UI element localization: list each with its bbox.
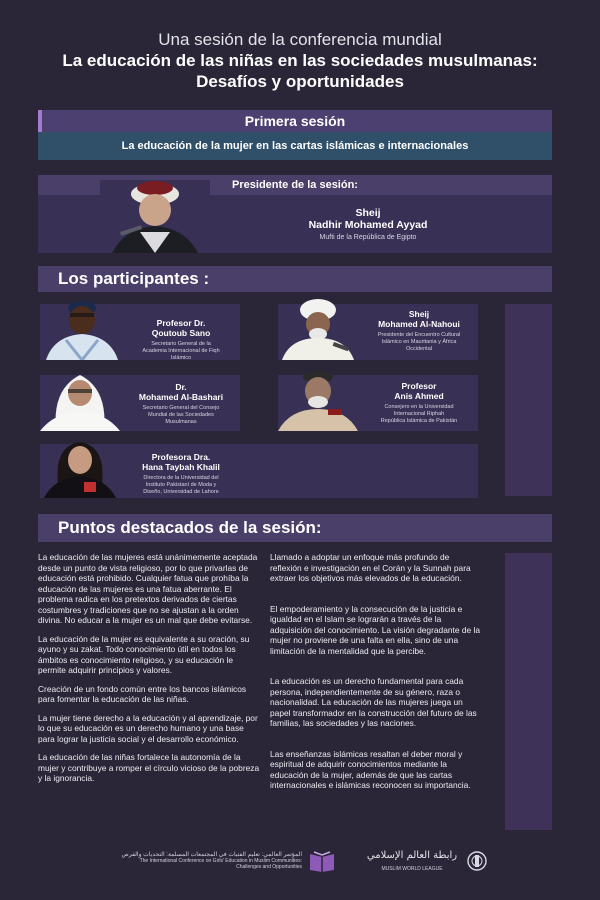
president-fullname: Nadhir Mohamed Ayyad bbox=[308, 219, 428, 231]
conference-name-ar: المؤتمر العالمي: تعليم الفتيات في المجتمعات المسلمة: التحديات والفرص bbox=[121, 852, 302, 858]
participant-info bbox=[360, 381, 478, 425]
participant-photo bbox=[38, 369, 122, 431]
president-portrait-icon bbox=[100, 180, 210, 253]
mwl-logo bbox=[362, 846, 492, 876]
session-title bbox=[38, 110, 552, 132]
highlight-paragraph: La educación es un derecho fundamental para cada persona, independientemente de su género, raza o nacionalidad. La educación de las mujeres juega un papel transformador en la construcción del futuro de las familias, las sociedades y las naciones. bbox=[270, 676, 477, 728]
mwl-name-ar: رابطة العالم الإسلامي bbox=[366, 850, 458, 861]
accent-strip bbox=[38, 110, 42, 132]
president-title: Sheij bbox=[355, 207, 381, 219]
participant-title: Profesora Dra. bbox=[151, 452, 211, 462]
role-line: Islámico bbox=[170, 355, 192, 361]
participant-photo bbox=[38, 436, 122, 498]
participant-portrait-icon bbox=[40, 298, 122, 360]
emblem-icon bbox=[466, 850, 488, 872]
conference-subtitle: Una sesión de la conferencia mundial bbox=[158, 30, 442, 49]
participant-name: Anis Ahmed bbox=[394, 391, 444, 401]
role-line: Internacional Riphah bbox=[393, 411, 445, 417]
title-line-1: La educación de las niñas en las sociedades musulmanas: bbox=[62, 51, 538, 70]
president-name bbox=[268, 207, 468, 231]
session-title-text: Primera sesión bbox=[244, 113, 346, 129]
highlight-paragraph: Llamado a adoptar un enfoque más profundo de reflexión e investigación en el Corán y la Sunnah para extraer los objetivos más elevados de la educación. bbox=[270, 552, 471, 583]
book-icon bbox=[308, 850, 336, 872]
role-line: Occidental bbox=[406, 346, 432, 352]
participant-portrait-icon bbox=[276, 369, 360, 431]
participant-title: Sheij bbox=[408, 309, 430, 319]
participant-info bbox=[122, 452, 240, 496]
participant-role bbox=[122, 475, 240, 496]
participant-portrait-icon bbox=[38, 369, 122, 431]
participant-role bbox=[122, 405, 240, 426]
participant-role bbox=[360, 404, 478, 425]
highlights-right-column bbox=[270, 552, 480, 799]
participant-role bbox=[360, 332, 478, 353]
president-label: Presidente de la sesión: bbox=[38, 175, 552, 195]
highlights-heading: Puntos destacados de la sesión: bbox=[38, 514, 552, 542]
participant-name: Hana Taybah Khalil bbox=[142, 462, 220, 472]
participant-title: Profesor bbox=[401, 381, 437, 391]
side-decoration bbox=[505, 304, 552, 496]
role-line: Secretario General de la bbox=[151, 341, 211, 347]
participant-info bbox=[122, 318, 240, 362]
role-line: Instituto Pakistaní de Moda y bbox=[145, 482, 217, 488]
role-line: Islámico en Mauritania y África bbox=[381, 339, 457, 345]
role-line: Directora de la Universidad del bbox=[143, 475, 219, 481]
highlight-paragraph: El empoderamiento y la consecución de la justicia e igualdad en el Islam se lograrán a través de la adquisición del conocimiento. La visión degradante de la mujer no proviene de una falta en ella, sino de una limitación de la mentalidad que la percibe. bbox=[270, 603, 480, 656]
participant-name: Qoutoub Sano bbox=[151, 328, 211, 338]
mwl-name-en: MUSLIM WORLD LEAGUE bbox=[381, 866, 443, 872]
side-decoration bbox=[505, 553, 552, 830]
role-line: Secretario General del Consejo bbox=[142, 405, 220, 411]
highlight-paragraph: La educación de las niñas fortalece la autonomía de la mujer y contribuye a romper el círculo vicioso de la pobreza y la ignorancia. bbox=[38, 752, 260, 783]
highlights-left-column bbox=[38, 552, 262, 792]
role-line: Mundial de las Sociedades bbox=[148, 412, 214, 418]
participant-photo bbox=[278, 298, 360, 360]
participant-name: Mohamed Al-Nahoui bbox=[378, 319, 460, 329]
participant-name: Mohamed Al-Bashari bbox=[138, 392, 224, 402]
role-line: Diseño, Universidad de Lahore bbox=[143, 489, 219, 495]
participant-photo bbox=[276, 369, 360, 431]
participant-info bbox=[122, 382, 240, 426]
highlight-paragraph: Las enseñanzas islámicas resaltan el deber moral y espiritual de adquirir conocimientos mediante la educación de la mujer, además de que las cartas internacionales e islámicas reconocen su importancia. bbox=[270, 748, 471, 790]
president-role: Mufti de la República de Egipto bbox=[319, 234, 417, 241]
conference-name-en: The International Conference on Girls' Education in Muslim Communities: bbox=[139, 858, 302, 864]
participants-heading: Los participantes : bbox=[38, 266, 552, 292]
role-line: Presidente del Encuentro Cultural bbox=[377, 332, 461, 338]
role-line: Musulmanas bbox=[165, 419, 197, 425]
participant-photo bbox=[40, 298, 122, 360]
conference-logo bbox=[110, 846, 336, 876]
role-line: Consejero en la Universidad bbox=[384, 404, 454, 410]
highlight-paragraph: Creación de un fondo común entre los bancos islámicos para fomentar la educación de las niñas. bbox=[38, 683, 247, 704]
president-photo bbox=[100, 180, 210, 253]
conference-logo-text bbox=[102, 852, 302, 870]
title-line-2: Desafíos y oportunidades bbox=[196, 72, 404, 91]
role-line: Academia Internacional de Fiqh bbox=[142, 348, 220, 354]
role-line: República Islámica de Pakistán bbox=[380, 418, 458, 424]
session-topic: La educación de la mujer en las cartas islámicas e internacionales bbox=[38, 132, 552, 160]
participant-title: Profesor Dr. bbox=[156, 318, 206, 328]
participant-info bbox=[360, 309, 478, 353]
page-title bbox=[0, 50, 600, 92]
highlight-paragraph: La mujer tiene derecho a la educación y al aprendizaje, por lo que su educación es un derecho humano y una base para lograr la justicia social y el desarrollo económico. bbox=[38, 712, 258, 744]
highlight-paragraph: La educación de las mujeres está unánimemente aceptada desde un punto de vista religioso, por lo que privarlas de educación está prohibido. Cualquier fatua que prohíba la educación de las mujeres es una fatua aberrante. El problema radica en los pretextos derivados de ciertas costumbres y tradiciones que no se ajustan a la orden divina. No educar a la mujer es un mal que debe evitarse. bbox=[38, 552, 258, 625]
participant-portrait-icon bbox=[278, 298, 360, 360]
conference-name-en-2: Challenges and Opportunities bbox=[236, 864, 302, 870]
highlight-paragraph: La educación de la mujer es equivalente a su oración, su ayuno y su zakat. Todo conocimiento útil en todos los ámbitos es conocimiento religioso, y su educación le permite adquirir principios y valores. bbox=[38, 633, 250, 675]
participant-portrait-icon bbox=[38, 436, 122, 498]
participant-title: Dr. bbox=[175, 382, 187, 392]
participant-role bbox=[122, 341, 240, 362]
